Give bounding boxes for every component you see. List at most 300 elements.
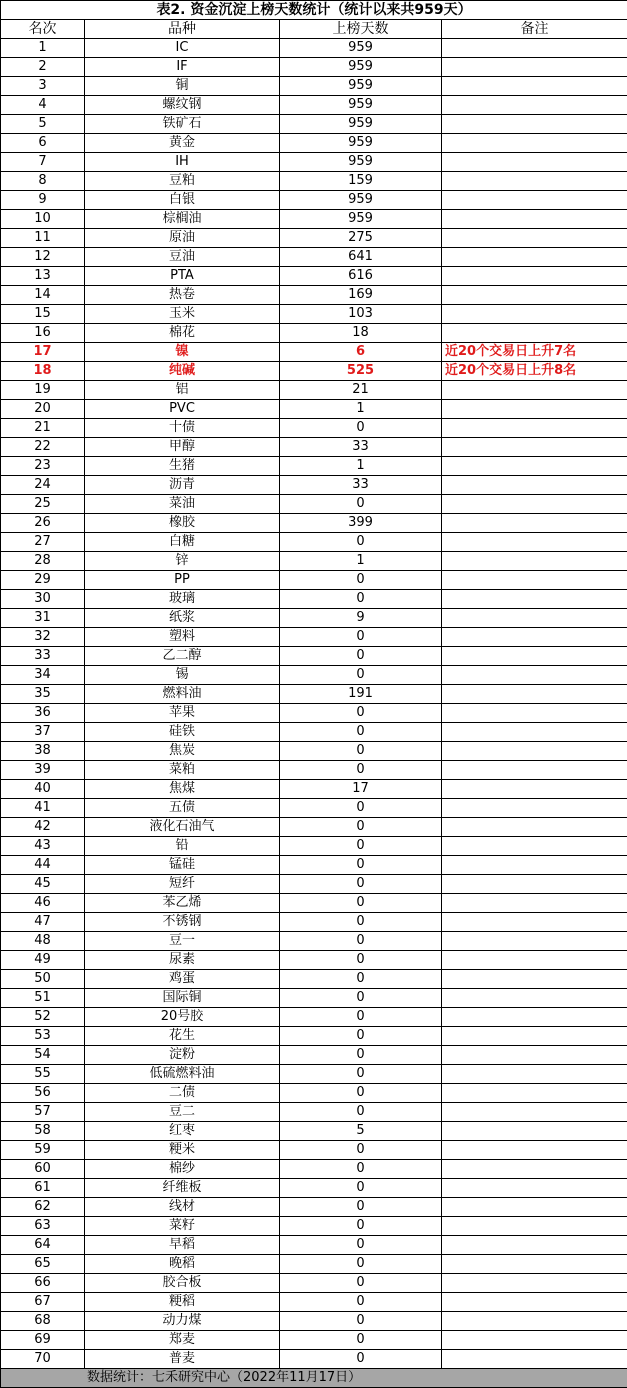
days-cell: 0 bbox=[280, 723, 442, 742]
table-row bbox=[1, 780, 627, 799]
rank-cell: 67 bbox=[1, 1293, 85, 1312]
days-cell: 959 bbox=[280, 153, 442, 172]
remark-cell bbox=[442, 324, 627, 343]
rank-cell: 53 bbox=[1, 1027, 85, 1046]
remark-cell bbox=[442, 1236, 627, 1255]
table-row bbox=[1, 837, 627, 856]
table-row bbox=[1, 438, 627, 457]
rank-cell: 43 bbox=[1, 837, 85, 856]
days-cell: 0 bbox=[280, 1160, 442, 1179]
remark-cell bbox=[442, 39, 627, 58]
remark-cell bbox=[442, 932, 627, 951]
days-cell: 33 bbox=[280, 438, 442, 457]
days-cell: 17 bbox=[280, 780, 442, 799]
variety-cell: 粳米 bbox=[85, 1141, 280, 1160]
table-row bbox=[1, 305, 627, 324]
table-row bbox=[1, 552, 627, 571]
table-row bbox=[1, 134, 627, 153]
remark-cell bbox=[442, 552, 627, 571]
remark-cell bbox=[442, 1084, 627, 1103]
variety-cell: 菜粕 bbox=[85, 761, 280, 780]
rank-cell: 44 bbox=[1, 856, 85, 875]
remark-cell bbox=[442, 1217, 627, 1236]
days-cell: 525 bbox=[280, 362, 442, 381]
variety-cell: 白糖 bbox=[85, 533, 280, 552]
rank-cell: 59 bbox=[1, 1141, 85, 1160]
days-cell: 959 bbox=[280, 58, 442, 77]
table-row bbox=[1, 1141, 627, 1160]
rank-cell: 46 bbox=[1, 894, 85, 913]
remark-cell bbox=[442, 1103, 627, 1122]
variety-cell: 沥青 bbox=[85, 476, 280, 495]
table-row bbox=[1, 248, 627, 267]
remark-cell bbox=[442, 1274, 627, 1293]
remark-cell bbox=[442, 818, 627, 837]
variety-cell: 淀粉 bbox=[85, 1046, 280, 1065]
table-row bbox=[1, 1217, 627, 1236]
variety-cell: 普麦 bbox=[85, 1350, 280, 1369]
days-cell: 0 bbox=[280, 799, 442, 818]
remark-cell bbox=[442, 647, 627, 666]
variety-cell: 乙二醇 bbox=[85, 647, 280, 666]
variety-cell: 锡 bbox=[85, 666, 280, 685]
table-title: 表2. 资金沉淀上榜天数统计（统计以来共959天） bbox=[1, 1, 627, 20]
remark-cell bbox=[442, 571, 627, 590]
header-remark: 备注 bbox=[442, 20, 627, 39]
days-cell: 1 bbox=[280, 400, 442, 419]
rank-cell: 64 bbox=[1, 1236, 85, 1255]
variety-cell: 低硫燃料油 bbox=[85, 1065, 280, 1084]
days-cell: 191 bbox=[280, 685, 442, 704]
days-cell: 0 bbox=[280, 495, 442, 514]
variety-cell: 线材 bbox=[85, 1198, 280, 1217]
days-cell: 0 bbox=[280, 628, 442, 647]
days-cell: 959 bbox=[280, 191, 442, 210]
table-row bbox=[1, 343, 627, 362]
remark-cell bbox=[442, 1179, 627, 1198]
rank-cell: 70 bbox=[1, 1350, 85, 1369]
days-cell: 959 bbox=[280, 210, 442, 229]
variety-cell: 短纤 bbox=[85, 875, 280, 894]
days-cell: 0 bbox=[280, 989, 442, 1008]
header-rank: 名次 bbox=[1, 20, 85, 39]
rank-cell: 63 bbox=[1, 1217, 85, 1236]
remark-cell bbox=[442, 723, 627, 742]
remark-cell bbox=[442, 495, 627, 514]
remark-cell bbox=[442, 628, 627, 647]
rank-cell: 58 bbox=[1, 1122, 85, 1141]
days-cell: 0 bbox=[280, 1065, 442, 1084]
variety-cell: 郑麦 bbox=[85, 1331, 280, 1350]
table-row bbox=[1, 381, 627, 400]
rank-cell: 13 bbox=[1, 267, 85, 286]
rank-cell: 4 bbox=[1, 96, 85, 115]
rank-cell: 42 bbox=[1, 818, 85, 837]
rank-cell: 51 bbox=[1, 989, 85, 1008]
days-cell: 0 bbox=[280, 1179, 442, 1198]
variety-cell: 二债 bbox=[85, 1084, 280, 1103]
remark-cell bbox=[442, 286, 627, 305]
remark-cell bbox=[442, 210, 627, 229]
remark-cell bbox=[442, 1198, 627, 1217]
remark-cell bbox=[442, 96, 627, 115]
days-cell: 0 bbox=[280, 913, 442, 932]
remark-cell bbox=[442, 951, 627, 970]
days-cell: 5 bbox=[280, 1122, 442, 1141]
remark-cell: 近20个交易日上升7名 bbox=[442, 343, 627, 362]
table-row bbox=[1, 267, 627, 286]
rank-cell: 65 bbox=[1, 1255, 85, 1274]
rank-cell: 48 bbox=[1, 932, 85, 951]
remark-cell bbox=[442, 1027, 627, 1046]
variety-cell: 棉花 bbox=[85, 324, 280, 343]
remark-cell bbox=[442, 761, 627, 780]
variety-cell: 晚稻 bbox=[85, 1255, 280, 1274]
days-cell: 0 bbox=[280, 666, 442, 685]
rank-cell: 7 bbox=[1, 153, 85, 172]
rank-cell: 6 bbox=[1, 134, 85, 153]
days-cell: 0 bbox=[280, 571, 442, 590]
variety-cell: 热卷 bbox=[85, 286, 280, 305]
variety-cell: 纤维板 bbox=[85, 1179, 280, 1198]
remark-cell bbox=[442, 438, 627, 457]
variety-cell: 甲醇 bbox=[85, 438, 280, 457]
rank-cell: 16 bbox=[1, 324, 85, 343]
table-row bbox=[1, 1236, 627, 1255]
rank-cell: 24 bbox=[1, 476, 85, 495]
days-cell: 0 bbox=[280, 932, 442, 951]
remark-cell bbox=[442, 1160, 627, 1179]
days-cell: 103 bbox=[280, 305, 442, 324]
table-row bbox=[1, 951, 627, 970]
remark-cell bbox=[442, 989, 627, 1008]
variety-cell: 苯乙烯 bbox=[85, 894, 280, 913]
variety-cell: 塑料 bbox=[85, 628, 280, 647]
days-cell: 959 bbox=[280, 96, 442, 115]
days-cell: 0 bbox=[280, 1236, 442, 1255]
variety-cell: 红枣 bbox=[85, 1122, 280, 1141]
variety-cell: 玻璃 bbox=[85, 590, 280, 609]
variety-cell: 豆油 bbox=[85, 248, 280, 267]
days-cell: 0 bbox=[280, 818, 442, 837]
remark-cell bbox=[442, 685, 627, 704]
rank-cell: 54 bbox=[1, 1046, 85, 1065]
table-row bbox=[1, 875, 627, 894]
variety-cell: 早稻 bbox=[85, 1236, 280, 1255]
table-row bbox=[1, 1350, 627, 1369]
table-row bbox=[1, 58, 627, 77]
variety-cell: 十债 bbox=[85, 419, 280, 438]
days-cell: 159 bbox=[280, 172, 442, 191]
table-row bbox=[1, 96, 627, 115]
variety-cell: 焦煤 bbox=[85, 780, 280, 799]
variety-cell: 白银 bbox=[85, 191, 280, 210]
remark-cell bbox=[442, 875, 627, 894]
table-row bbox=[1, 1046, 627, 1065]
table-row bbox=[1, 1027, 627, 1046]
rank-cell: 49 bbox=[1, 951, 85, 970]
rank-cell: 38 bbox=[1, 742, 85, 761]
remark-cell bbox=[442, 172, 627, 191]
rank-cell: 2 bbox=[1, 58, 85, 77]
rank-cell: 57 bbox=[1, 1103, 85, 1122]
variety-cell: 硅铁 bbox=[85, 723, 280, 742]
table-row bbox=[1, 1179, 627, 1198]
table-row bbox=[1, 153, 627, 172]
days-cell: 0 bbox=[280, 970, 442, 989]
remark-cell bbox=[442, 742, 627, 761]
variety-cell: 尿素 bbox=[85, 951, 280, 970]
rank-cell: 36 bbox=[1, 704, 85, 723]
table-row bbox=[1, 647, 627, 666]
variety-cell: 橡胶 bbox=[85, 514, 280, 533]
remark-cell bbox=[442, 609, 627, 628]
remark-cell bbox=[442, 134, 627, 153]
variety-cell: 粳稻 bbox=[85, 1293, 280, 1312]
table-row bbox=[1, 362, 627, 381]
variety-cell: 玉米 bbox=[85, 305, 280, 324]
rank-cell: 20 bbox=[1, 400, 85, 419]
rank-cell: 14 bbox=[1, 286, 85, 305]
rank-cell: 3 bbox=[1, 77, 85, 96]
table-row bbox=[1, 39, 627, 58]
header-row bbox=[1, 20, 627, 39]
rank-cell: 37 bbox=[1, 723, 85, 742]
rank-cell: 26 bbox=[1, 514, 85, 533]
rank-cell: 29 bbox=[1, 571, 85, 590]
remark-cell bbox=[442, 1293, 627, 1312]
table-row bbox=[1, 400, 627, 419]
days-cell: 0 bbox=[280, 837, 442, 856]
remark-cell bbox=[442, 229, 627, 248]
table-row bbox=[1, 590, 627, 609]
variety-cell: 原油 bbox=[85, 229, 280, 248]
days-cell: 0 bbox=[280, 742, 442, 761]
remark-cell bbox=[442, 1255, 627, 1274]
table-row bbox=[1, 894, 627, 913]
variety-cell: 国际铜 bbox=[85, 989, 280, 1008]
rank-cell: 62 bbox=[1, 1198, 85, 1217]
days-cell: 959 bbox=[280, 39, 442, 58]
days-cell: 0 bbox=[280, 647, 442, 666]
rank-cell: 12 bbox=[1, 248, 85, 267]
rank-cell: 31 bbox=[1, 609, 85, 628]
rank-cell: 40 bbox=[1, 780, 85, 799]
remark-cell bbox=[442, 267, 627, 286]
remark-cell bbox=[442, 1331, 627, 1350]
table-row bbox=[1, 1065, 627, 1084]
remark-cell bbox=[442, 894, 627, 913]
rank-cell: 22 bbox=[1, 438, 85, 457]
remark-cell bbox=[442, 533, 627, 552]
table-row bbox=[1, 742, 627, 761]
days-cell: 0 bbox=[280, 419, 442, 438]
rank-cell: 15 bbox=[1, 305, 85, 324]
variety-cell: 燃料油 bbox=[85, 685, 280, 704]
days-cell: 18 bbox=[280, 324, 442, 343]
rank-cell: 60 bbox=[1, 1160, 85, 1179]
remark-cell bbox=[442, 780, 627, 799]
variety-cell: IH bbox=[85, 153, 280, 172]
variety-cell: PVC bbox=[85, 400, 280, 419]
variety-cell: 豆一 bbox=[85, 932, 280, 951]
table-row bbox=[1, 761, 627, 780]
table-row bbox=[1, 609, 627, 628]
rank-cell: 27 bbox=[1, 533, 85, 552]
header-days: 上榜天数 bbox=[280, 20, 442, 39]
rank-cell: 39 bbox=[1, 761, 85, 780]
days-cell: 0 bbox=[280, 1008, 442, 1027]
days-cell: 9 bbox=[280, 609, 442, 628]
table-row bbox=[1, 514, 627, 533]
variety-cell: 铅 bbox=[85, 837, 280, 856]
variety-cell: 鸡蛋 bbox=[85, 970, 280, 989]
remark-cell bbox=[442, 153, 627, 172]
table-row bbox=[1, 533, 627, 552]
days-cell: 0 bbox=[280, 1312, 442, 1331]
days-cell: 0 bbox=[280, 856, 442, 875]
rank-cell: 23 bbox=[1, 457, 85, 476]
days-cell: 0 bbox=[280, 875, 442, 894]
days-cell: 169 bbox=[280, 286, 442, 305]
rank-cell: 9 bbox=[1, 191, 85, 210]
variety-cell: 镍 bbox=[85, 343, 280, 362]
rank-cell: 33 bbox=[1, 647, 85, 666]
rank-cell: 45 bbox=[1, 875, 85, 894]
table-row bbox=[1, 1084, 627, 1103]
days-cell: 0 bbox=[280, 1255, 442, 1274]
variety-cell: 五债 bbox=[85, 799, 280, 818]
days-cell: 959 bbox=[280, 77, 442, 96]
remark-cell bbox=[442, 457, 627, 476]
table-row bbox=[1, 172, 627, 191]
days-cell: 641 bbox=[280, 248, 442, 267]
rank-cell: 28 bbox=[1, 552, 85, 571]
days-cell: 0 bbox=[280, 1350, 442, 1369]
table-row bbox=[1, 818, 627, 837]
days-cell: 0 bbox=[280, 1217, 442, 1236]
remark-cell bbox=[442, 970, 627, 989]
variety-cell: 棕榈油 bbox=[85, 210, 280, 229]
table-row bbox=[1, 1008, 627, 1027]
remark-cell bbox=[442, 913, 627, 932]
variety-cell: 螺纹钢 bbox=[85, 96, 280, 115]
variety-cell: 菜油 bbox=[85, 495, 280, 514]
table-row bbox=[1, 856, 627, 875]
variety-cell: 锰硅 bbox=[85, 856, 280, 875]
table-row bbox=[1, 115, 627, 134]
remark-cell bbox=[442, 476, 627, 495]
variety-cell: 铝 bbox=[85, 381, 280, 400]
variety-cell: 菜籽 bbox=[85, 1217, 280, 1236]
remark-cell bbox=[442, 381, 627, 400]
rank-cell: 50 bbox=[1, 970, 85, 989]
variety-cell: 铁矿石 bbox=[85, 115, 280, 134]
variety-cell: PTA bbox=[85, 267, 280, 286]
table-row bbox=[1, 1122, 627, 1141]
remark-cell bbox=[442, 1122, 627, 1141]
rank-cell: 10 bbox=[1, 210, 85, 229]
table-row bbox=[1, 495, 627, 514]
remark-cell bbox=[442, 419, 627, 438]
days-cell: 0 bbox=[280, 1274, 442, 1293]
table-row bbox=[1, 1160, 627, 1179]
variety-cell: PP bbox=[85, 571, 280, 590]
days-cell: 959 bbox=[280, 134, 442, 153]
table-row bbox=[1, 932, 627, 951]
table-row bbox=[1, 1255, 627, 1274]
remark-cell bbox=[442, 514, 627, 533]
remark-cell bbox=[442, 856, 627, 875]
rank-cell: 30 bbox=[1, 590, 85, 609]
rank-cell: 69 bbox=[1, 1331, 85, 1350]
remark-cell bbox=[442, 666, 627, 685]
table-row bbox=[1, 1103, 627, 1122]
remark-cell bbox=[442, 58, 627, 77]
rank-cell: 41 bbox=[1, 799, 85, 818]
remark-cell bbox=[442, 191, 627, 210]
rank-cell: 61 bbox=[1, 1179, 85, 1198]
days-cell: 616 bbox=[280, 267, 442, 286]
table-row bbox=[1, 324, 627, 343]
remark-cell bbox=[442, 1350, 627, 1369]
rank-cell: 18 bbox=[1, 362, 85, 381]
data-source-footer: 数据统计：七禾研究中心（2022年11月17日） bbox=[1, 1369, 627, 1388]
table-row bbox=[1, 419, 627, 438]
rank-cell: 17 bbox=[1, 343, 85, 362]
table-row bbox=[1, 1312, 627, 1331]
rank-cell: 34 bbox=[1, 666, 85, 685]
table-row bbox=[1, 286, 627, 305]
table-row bbox=[1, 476, 627, 495]
table-row bbox=[1, 913, 627, 932]
days-cell: 21 bbox=[280, 381, 442, 400]
rank-cell: 35 bbox=[1, 685, 85, 704]
variety-cell: 花生 bbox=[85, 1027, 280, 1046]
table-row bbox=[1, 1331, 627, 1350]
remark-cell bbox=[442, 590, 627, 609]
variety-cell: 锌 bbox=[85, 552, 280, 571]
table-row bbox=[1, 1293, 627, 1312]
days-cell: 0 bbox=[280, 1103, 442, 1122]
days-cell: 959 bbox=[280, 115, 442, 134]
days-cell: 1 bbox=[280, 457, 442, 476]
table-row bbox=[1, 666, 627, 685]
variety-cell: 纯碱 bbox=[85, 362, 280, 381]
days-cell: 0 bbox=[280, 894, 442, 913]
remark-cell bbox=[442, 799, 627, 818]
days-cell: 0 bbox=[280, 951, 442, 970]
table-row bbox=[1, 229, 627, 248]
rank-cell: 32 bbox=[1, 628, 85, 647]
table-row bbox=[1, 704, 627, 723]
variety-cell: 豆粕 bbox=[85, 172, 280, 191]
table-row bbox=[1, 1274, 627, 1293]
days-cell: 0 bbox=[280, 1084, 442, 1103]
rank-cell: 52 bbox=[1, 1008, 85, 1027]
remark-cell bbox=[442, 1312, 627, 1331]
rank-cell: 8 bbox=[1, 172, 85, 191]
table-row bbox=[1, 970, 627, 989]
rank-cell: 21 bbox=[1, 419, 85, 438]
remark-cell bbox=[442, 115, 627, 134]
table-row bbox=[1, 989, 627, 1008]
remark-cell bbox=[442, 1065, 627, 1084]
table-row bbox=[1, 571, 627, 590]
variety-cell: 生猪 bbox=[85, 457, 280, 476]
days-cell: 0 bbox=[280, 1198, 442, 1217]
variety-cell: 豆二 bbox=[85, 1103, 280, 1122]
